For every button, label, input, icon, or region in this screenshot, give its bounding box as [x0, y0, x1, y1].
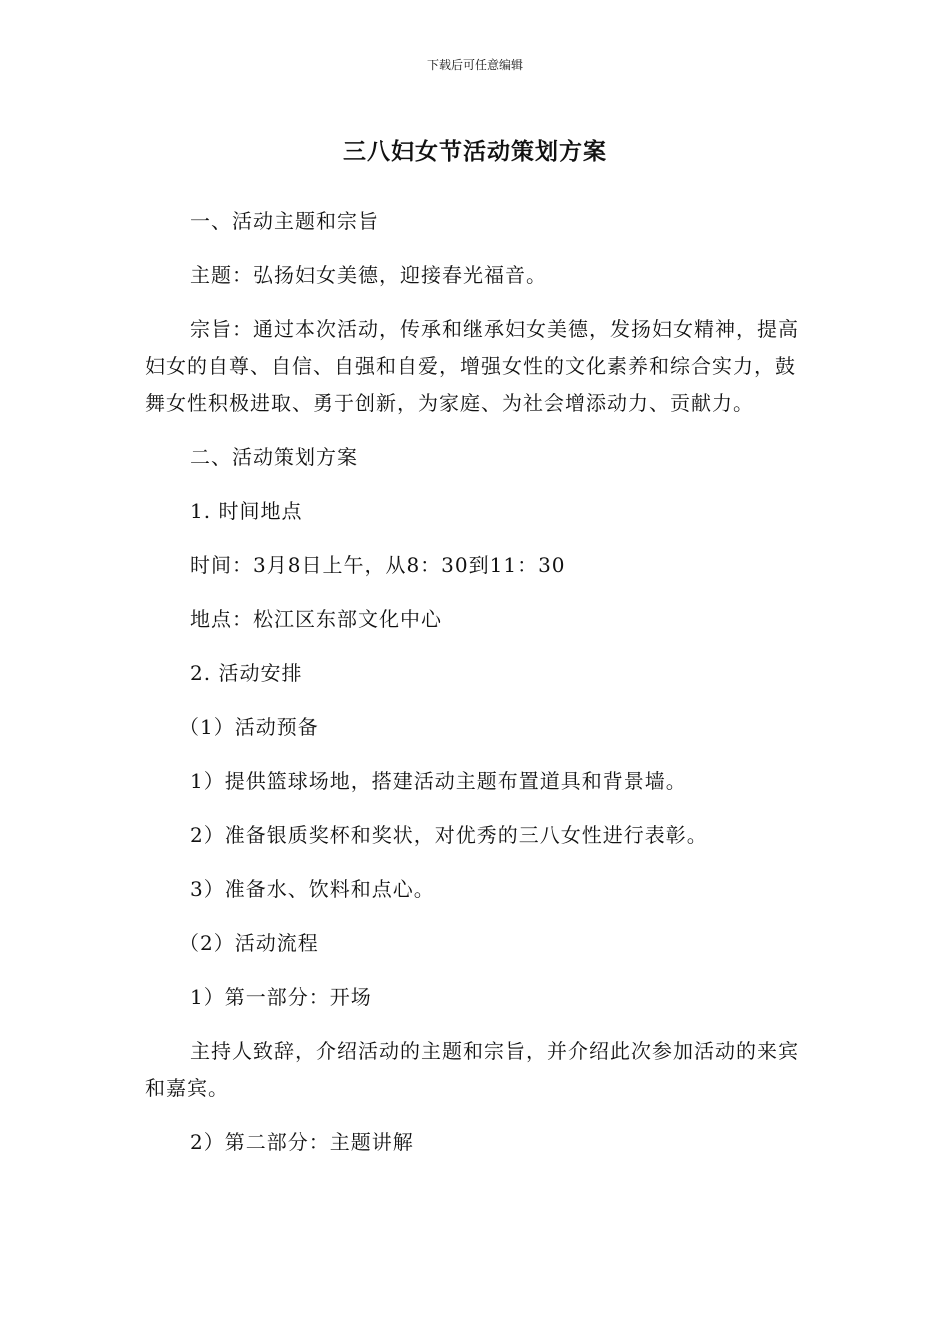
process-part-2: 2）第二部分：主题讲解: [190, 1130, 414, 1154]
subheading-process: （2）活动流程: [179, 931, 319, 955]
preparation-item-3: 3）准备水、饮料和点心。: [190, 877, 435, 901]
preparation-item-2: 2）准备银质奖杯和奖状，对优秀的三八女性进行表彰。: [190, 823, 708, 847]
subheading-time-place: 1. 时间地点: [190, 499, 303, 523]
process-part-1: 1）第一部分：开场: [190, 985, 372, 1009]
preparation-item-1: 1）提供篮球场地，搭建活动主题布置道具和背景墙。: [190, 769, 687, 793]
place-paragraph: 地点：松江区东部文化中心: [190, 607, 442, 631]
theme-paragraph: 主题：弘扬妇女美德，迎接春光福音。: [190, 263, 547, 287]
section-heading-2: 二、活动策划方案: [190, 445, 358, 469]
page-header-note: 下载后可任意编辑: [426, 58, 523, 72]
section-heading-1: 一、活动主题和宗旨: [190, 209, 379, 233]
subheading-arrangement: 2. 活动安排: [190, 661, 303, 685]
document-title: 三八妇女节活动策划方案: [343, 139, 607, 165]
purpose-paragraph: 宗旨：通过本次活动，传承和继承妇女美德，发扬妇女精神，提高妇女的自尊、自信、自强和自爱，增强女性的文化素养和综合实力，鼓舞女性积极进取、勇于创新，为家庭、为社会增添动力、贡献力。: [145, 317, 799, 415]
subheading-preparation: （1）活动预备: [179, 715, 319, 739]
document-body: [145, 203, 800, 1178]
process-part-1-detail: 主持人致辞，介绍活动的主题和宗旨，并介绍此次参加活动的来宾和嘉宾。: [145, 1039, 799, 1100]
time-paragraph: 时间：3月8日上午，从8：30到11：30: [190, 553, 566, 577]
